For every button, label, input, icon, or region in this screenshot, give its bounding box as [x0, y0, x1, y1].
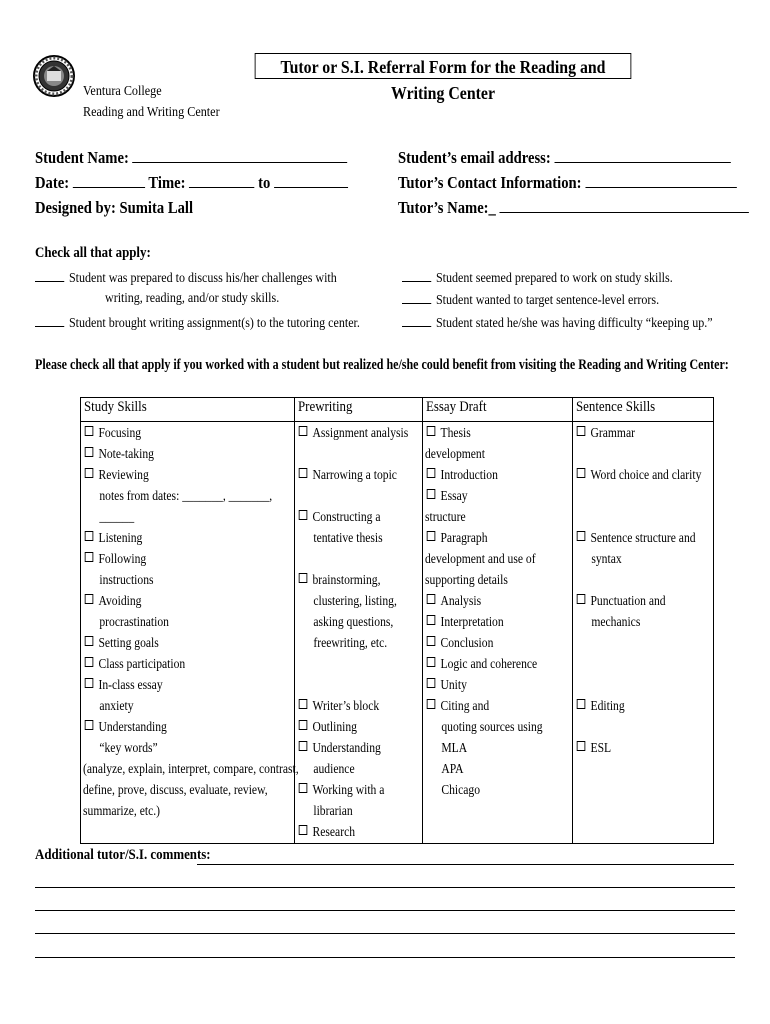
tutor-name-label: Tutor’s Name:_: [398, 198, 496, 217]
option-interpretation[interactable]: Interpretation: [425, 611, 551, 632]
checkbox-icon[interactable]: [427, 594, 436, 604]
option-word-choice[interactable]: Word choice and clarity: [575, 464, 694, 485]
checkbox-icon[interactable]: [299, 825, 308, 835]
option-logic[interactable]: Logic and coherence: [425, 653, 551, 674]
option-following[interactable]: Following: [83, 548, 264, 569]
option-text: procrastination: [99, 614, 169, 629]
checkbox-icon[interactable]: [577, 594, 586, 604]
checkbox-icon[interactable]: [577, 741, 586, 751]
checkbox-icon[interactable]: [577, 699, 586, 709]
option-text: anxiety: [99, 698, 134, 713]
date-label: Date:: [35, 173, 70, 192]
checkbox-icon[interactable]: [85, 426, 94, 436]
option-note-taking[interactable]: Note-taking: [83, 443, 264, 464]
checkbox-icon[interactable]: [427, 615, 436, 625]
option-understanding-audience[interactable]: Understanding: [297, 737, 405, 758]
option-text: quoting sources using: [441, 719, 543, 734]
option-essay-structure[interactable]: Essay: [425, 485, 551, 506]
option-reviewing[interactable]: Reviewing: [83, 464, 264, 485]
check-item-label: Student brought writing assignment(s) to the tutoring center.: [68, 316, 360, 331]
form-title: Tutor or S.I. Referral Form for the Reading and Writing Center: [255, 53, 632, 79]
checkbox-icon[interactable]: [85, 636, 94, 646]
checkbox-icon[interactable]: [85, 594, 94, 604]
comments-line[interactable]: [197, 864, 734, 865]
option-text: APA: [441, 761, 464, 776]
option-punctuation[interactable]: Punctuation and: [575, 590, 694, 611]
check-blank[interactable]: [402, 291, 431, 304]
option-research[interactable]: Research: [297, 821, 405, 842]
checkbox-icon[interactable]: [85, 678, 94, 688]
checkbox-icon[interactable]: [427, 468, 436, 478]
tutor-name-line[interactable]: [500, 198, 749, 213]
checkbox-icon[interactable]: [85, 531, 94, 541]
option-text: clustering, listing,: [313, 593, 397, 608]
checkbox-icon[interactable]: [85, 720, 94, 730]
check-all-heading: Check all that apply:: [35, 245, 151, 261]
checkbox-icon[interactable]: [427, 636, 436, 646]
check-item-brought-assignment[interactable]: [35, 314, 360, 332]
checkbox-icon[interactable]: [85, 657, 94, 667]
to-label: to: [258, 173, 271, 192]
tutor-name-field[interactable]: [398, 198, 749, 218]
checkbox-icon[interactable]: [427, 657, 436, 667]
check-item-keeping-up[interactable]: [402, 314, 713, 332]
student-name-field[interactable]: [35, 148, 347, 168]
student-email-line[interactable]: [554, 148, 730, 163]
checkbox-icon[interactable]: [427, 531, 436, 541]
designed-by: Designed by: Sumita Lall: [35, 198, 194, 217]
checkbox-icon[interactable]: [299, 426, 308, 436]
option-esl[interactable]: ESL: [575, 737, 694, 758]
option-text: audience: [313, 761, 355, 776]
option-constructing-thesis[interactable]: Constructing a: [297, 506, 405, 527]
check-item-label: Student seemed prepared to work on study skills.: [435, 271, 673, 286]
option-writers-block[interactable]: Writer’s block: [297, 695, 405, 716]
option-text: notes from dates: _______, _______,: [99, 488, 273, 503]
checkbox-icon[interactable]: [85, 447, 94, 457]
header-prewriting: Prewriting: [295, 398, 423, 422]
option-thesis[interactable]: Thesis: [425, 422, 551, 443]
option-brainstorming[interactable]: brainstorming,: [297, 569, 405, 590]
tutor-contact-field[interactable]: [398, 173, 737, 193]
checkbox-icon[interactable]: [427, 699, 436, 709]
option-text: Chicago: [441, 782, 481, 797]
option-outlining[interactable]: Outlining: [297, 716, 405, 737]
time-end-line[interactable]: [274, 173, 348, 188]
checkbox-icon[interactable]: [299, 783, 308, 793]
option-text: structure: [425, 509, 466, 524]
skills-table: [80, 397, 714, 844]
checkbox-icon[interactable]: [427, 426, 436, 436]
comments-label: Additional tutor/S.I. comments:: [35, 847, 211, 863]
check-item-sentence-errors[interactable]: [402, 291, 659, 309]
option-narrowing-topic[interactable]: Narrowing a topic: [297, 464, 405, 485]
org-name: Ventura College: [83, 83, 162, 98]
option-text: syntax: [591, 551, 622, 566]
checkbox-icon[interactable]: [299, 741, 308, 751]
header-essay-draft: Essay Draft: [423, 398, 573, 422]
option-setting-goals[interactable]: Setting goals: [83, 632, 264, 653]
org-department: Reading and Writing Center: [83, 104, 220, 119]
option-grammar[interactable]: Grammar: [575, 422, 694, 443]
check-item-study-skills[interactable]: [402, 269, 673, 287]
student-email-field[interactable]: [398, 148, 731, 168]
comments-line[interactable]: [35, 887, 735, 888]
option-unity[interactable]: Unity: [425, 674, 551, 695]
student-email-label: Student’s email address:: [398, 148, 551, 167]
check-blank[interactable]: [402, 269, 431, 282]
check-blank[interactable]: [402, 314, 431, 327]
student-name-label: Student Name:: [35, 148, 129, 167]
option-sentence-structure[interactable]: Sentence structure and: [575, 527, 694, 548]
option-text: MLA: [441, 740, 468, 755]
option-focusing[interactable]: Focusing: [83, 422, 264, 443]
option-text: ______: [99, 509, 135, 524]
time-label: Time:: [148, 173, 186, 192]
option-text: “key words”: [99, 740, 158, 755]
option-text: mechanics: [591, 614, 641, 629]
essay-draft-column: [423, 422, 573, 844]
study-skills-column: [81, 422, 299, 844]
checkbox-icon[interactable]: [299, 573, 308, 583]
option-text: asking questions,: [313, 614, 394, 629]
option-text: define, prove, discuss, evaluate, review,: [83, 782, 268, 797]
college-seal-logo: [33, 47, 75, 111]
prewriting-column: [295, 422, 423, 844]
checkbox-icon[interactable]: [299, 468, 308, 478]
option-understanding[interactable]: Understanding: [83, 716, 264, 737]
checkbox-icon[interactable]: [299, 720, 308, 730]
tutor-contact-line[interactable]: [585, 173, 736, 188]
option-text: (analyze, explain, interpret, compare, contrast,: [83, 761, 299, 776]
student-name-line[interactable]: [132, 148, 347, 163]
option-paragraph[interactable]: Paragraph: [425, 527, 551, 548]
check-blank[interactable]: [35, 314, 64, 327]
option-class-participation[interactable]: Class participation: [83, 653, 264, 674]
check-item-label: Student stated he/she was having difficulty “keeping up.”: [435, 316, 713, 331]
checkbox-icon[interactable]: [85, 468, 94, 478]
checkbox-icon[interactable]: [577, 426, 586, 436]
option-text: development: [425, 446, 485, 461]
time-start-line[interactable]: [189, 173, 254, 188]
check-item-label-cont: writing, reading, and/or study skills.: [105, 291, 280, 306]
option-avoiding[interactable]: Avoiding: [83, 590, 264, 611]
comments-line[interactable]: [35, 910, 735, 911]
checkbox-icon[interactable]: [427, 489, 436, 499]
comments-line[interactable]: [35, 957, 735, 958]
checkbox-icon[interactable]: [299, 699, 308, 709]
check-item-label: Student was prepared to discuss his/her challenges with: [68, 271, 337, 286]
checkbox-icon[interactable]: [427, 678, 436, 688]
option-text: freewriting, etc.: [313, 635, 388, 650]
checkbox-icon[interactable]: [577, 468, 586, 478]
option-introduction[interactable]: Introduction: [425, 464, 551, 485]
table-prompt: Please check all that apply if you worked with a student but realized he/she could benefit from visiting the Reading and Writing Center:: [35, 357, 729, 373]
option-text: librarian: [313, 803, 353, 818]
header-study-skills: Study Skills: [81, 398, 295, 422]
option-working-librarian[interactable]: Working with a: [297, 779, 405, 800]
comments-line[interactable]: [35, 933, 735, 934]
date-line[interactable]: [73, 173, 145, 188]
date-time-field[interactable]: [35, 173, 348, 193]
option-citing[interactable]: Citing and: [425, 695, 551, 716]
tutor-contact-label: Tutor’s Contact Information:: [398, 173, 582, 192]
checkbox-icon[interactable]: [85, 552, 94, 562]
sentence-skills-column: [573, 422, 714, 844]
option-text: instructions: [99, 572, 154, 587]
option-assignment-analysis[interactable]: Assignment analysis: [297, 422, 405, 443]
check-item-prepared-discuss[interactable]: [35, 269, 337, 287]
option-text: development and use of: [425, 551, 536, 566]
check-item-label: Student wanted to target sentence-level errors.: [435, 293, 660, 308]
option-in-class-essay[interactable]: In-class essay: [83, 674, 264, 695]
checkbox-icon[interactable]: [577, 531, 586, 541]
option-editing[interactable]: Editing: [575, 695, 694, 716]
checkbox-icon[interactable]: [299, 510, 308, 520]
option-analysis[interactable]: Analysis: [425, 590, 551, 611]
option-text: tentative thesis: [313, 530, 383, 545]
option-listening[interactable]: Listening: [83, 527, 264, 548]
header-sentence-skills: Sentence Skills: [573, 398, 714, 422]
option-text: supporting details: [425, 572, 508, 587]
option-text: summarize, etc.): [83, 803, 161, 818]
check-blank[interactable]: [35, 269, 64, 282]
option-conclusion[interactable]: Conclusion: [425, 632, 551, 653]
